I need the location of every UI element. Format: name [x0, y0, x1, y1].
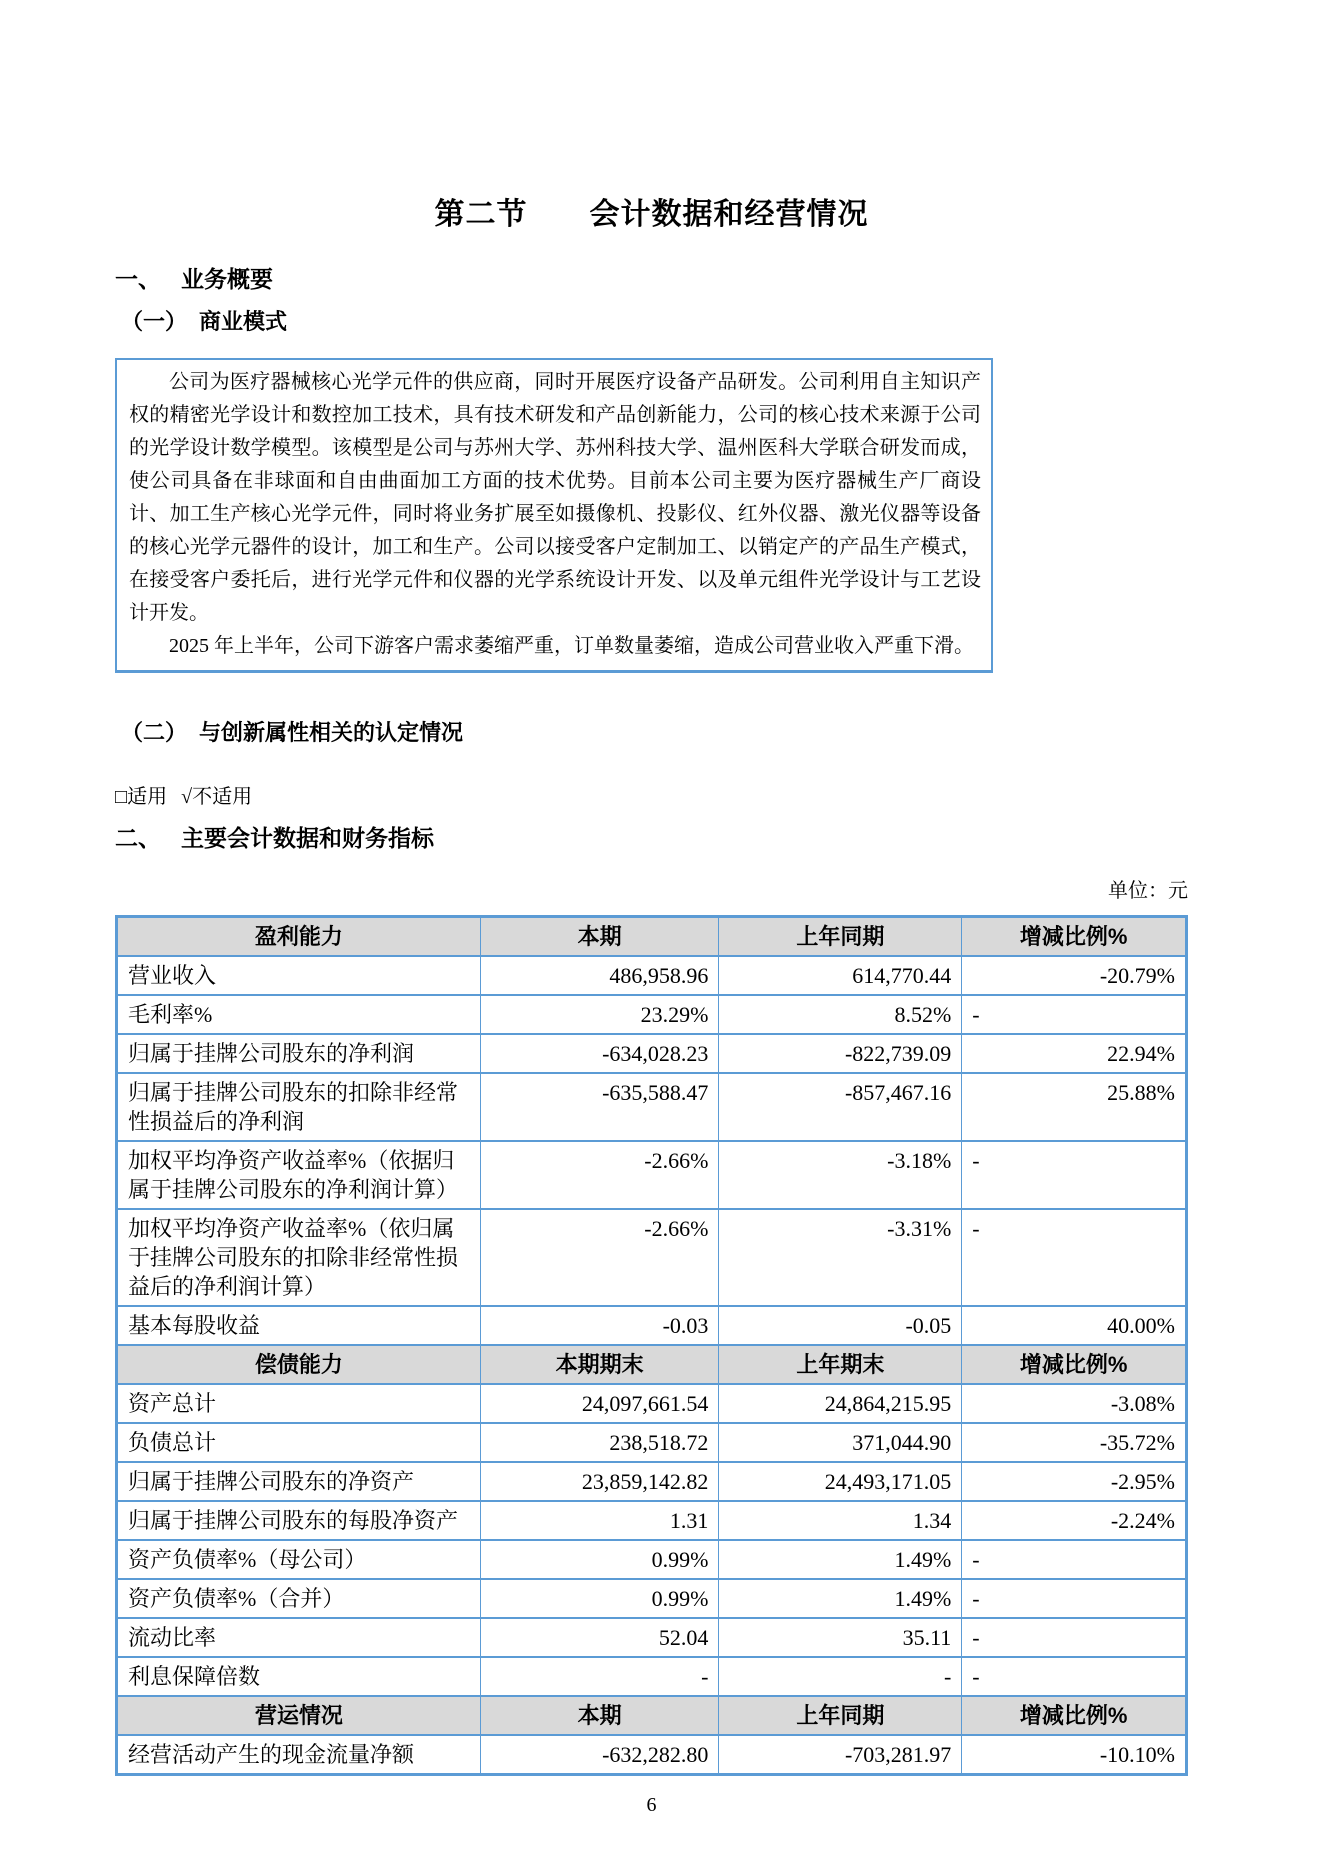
value-cell: 35.11 [719, 1618, 962, 1657]
value-cell: -857,467.16 [719, 1073, 962, 1141]
value-cell: 238,518.72 [480, 1423, 719, 1462]
row-label: 归属于挂牌公司股东的扣除非经常性损益后的净利润 [117, 1073, 481, 1141]
column-header: 上年期末 [719, 1345, 962, 1384]
row-label: 毛利率% [117, 995, 481, 1034]
value-cell: 486,958.96 [480, 956, 719, 995]
value-cell: -3.08% [962, 1384, 1187, 1423]
heading-text: 业务概要 [181, 266, 273, 292]
table-row [117, 1073, 1187, 1141]
table-row [117, 1141, 1187, 1209]
column-header: 本期期末 [480, 1345, 719, 1384]
value-cell: - [962, 1618, 1187, 1657]
value-cell: - [962, 1209, 1187, 1306]
value-cell: 0.99% [480, 1540, 719, 1579]
table-row [117, 1618, 1187, 1657]
value-cell: -2.24% [962, 1501, 1187, 1540]
value-cell: -2.95% [962, 1462, 1187, 1501]
unit-label: 单位：元 [1108, 880, 1188, 902]
business-model-paragraph: 公司为医疗器械核心光学元件的供应商，同时开展医疗设备产品研发。公司利用自主知识产权的精密光学设计和数控加工技术，具有技术研发和产品创新能力，公司的核心技术来源于公司的光学设计数学模型。该模型是公司与苏州大学、苏州科技大学、温州医科大学联合研发而成，使公司具备在非球面和自由曲面加工方面的技术优势。目前本公司主要为医疗器械生产厂商设计、加工生产核心光学元件，同时将业务扩展至如摄像机、投影仪、红外仪器、激光仪器等设备的核心光学元器件的设计，加工和生产。公司以接受客户定制加工、以销定产的产品生产模式，在接受客户委托后，进行光学元件和仪器的光学系统设计开发、以及单元组件光学设计与工艺设计开发。 [129, 371, 981, 624]
heading-number: （二） [121, 720, 188, 745]
value-cell: -632,282.80 [480, 1735, 719, 1775]
table-row [117, 1501, 1187, 1540]
row-label: 归属于挂牌公司股东的净资产 [117, 1462, 481, 1501]
value-cell: 0.99% [480, 1579, 719, 1618]
value-cell: 614,770.44 [719, 956, 962, 995]
table-row [117, 1209, 1187, 1306]
financial-table-body [117, 917, 1187, 1775]
value-cell: - [480, 1657, 719, 1696]
value-cell: 22.94% [962, 1034, 1187, 1073]
applicability-line [115, 783, 1188, 811]
value-cell: 24,493,171.05 [719, 1462, 962, 1501]
heading-text: 主要会计数据和财务指标 [181, 825, 434, 851]
checkmark-not-applicable: √不适用 [181, 786, 253, 808]
row-label: 资产负债率%（母公司） [117, 1540, 481, 1579]
value-cell: -2.66% [480, 1141, 719, 1209]
value-cell: -2.66% [480, 1209, 719, 1306]
value-cell: - [962, 1657, 1187, 1696]
row-label: 流动比率 [117, 1618, 481, 1657]
column-header: 增减比例% [962, 917, 1187, 957]
table-row [117, 1034, 1187, 1073]
table-row [117, 956, 1187, 995]
value-cell: 23.29% [480, 995, 719, 1034]
heading-number: 一、 [115, 266, 161, 292]
page-number: 6 [646, 1794, 657, 1816]
heading-number: （一） [121, 309, 188, 334]
row-label: 资产总计 [117, 1384, 481, 1423]
checkbox-applicable: □适用 [115, 786, 168, 808]
table-row [117, 1462, 1187, 1501]
table-row [117, 1579, 1187, 1618]
column-header: 增减比例% [962, 1696, 1187, 1735]
table-row [117, 1735, 1187, 1775]
value-cell: - [962, 1540, 1187, 1579]
row-label: 负债总计 [117, 1423, 481, 1462]
heading-text: 商业模式 [199, 309, 288, 334]
table-row [117, 995, 1187, 1034]
row-label: 利息保障倍数 [117, 1657, 481, 1696]
value-cell: -822,739.09 [719, 1034, 962, 1073]
row-label: 营业收入 [117, 956, 481, 995]
table-row [117, 1384, 1187, 1423]
page-content [115, 0, 1188, 1818]
column-header: 上年同期 [719, 917, 962, 957]
value-cell: - [962, 995, 1187, 1034]
value-cell: 24,097,661.54 [480, 1384, 719, 1423]
value-cell: -10.10% [962, 1735, 1187, 1775]
value-cell: - [962, 1579, 1187, 1618]
heading-text: 与创新属性相关的认定情况 [199, 720, 464, 745]
value-cell: 24,864,215.95 [719, 1384, 962, 1423]
table-section-header-row [117, 917, 1187, 957]
value-cell: 1.49% [719, 1540, 962, 1579]
row-label: 加权平均净资产收益率%（依归属于挂牌公司股东的扣除非经常性损益后的净利润计算） [117, 1209, 481, 1306]
column-header: 盈利能力 [117, 917, 481, 957]
heading-key-financial-indicators [115, 823, 1188, 853]
column-header: 上年同期 [719, 1696, 962, 1735]
table-section-header-row [117, 1696, 1187, 1735]
column-header: 增减比例% [962, 1345, 1187, 1384]
heading-innovation-attribute [115, 719, 1188, 747]
column-header: 营运情况 [117, 1696, 481, 1735]
table-row [117, 1657, 1187, 1696]
row-label: 加权平均净资产收益率%（依据归属于挂牌公司股东的净利润计算） [117, 1141, 481, 1209]
value-cell: - [719, 1657, 962, 1696]
value-cell: 52.04 [480, 1618, 719, 1657]
row-label: 归属于挂牌公司股东的净利润 [117, 1034, 481, 1073]
value-cell: 8.52% [719, 995, 962, 1034]
value-cell: -703,281.97 [719, 1735, 962, 1775]
value-cell: 23,859,142.82 [480, 1462, 719, 1501]
column-header: 偿债能力 [117, 1345, 481, 1384]
table-row [117, 1423, 1187, 1462]
table-row [117, 1306, 1187, 1345]
table-row [117, 1540, 1187, 1579]
value-cell: 40.00% [962, 1306, 1187, 1345]
value-cell: 371,044.90 [719, 1423, 962, 1462]
heading-business-model [115, 308, 1188, 336]
value-cell: -3.18% [719, 1141, 962, 1209]
financial-indicators-table [115, 915, 1188, 1776]
value-cell: - [962, 1141, 1187, 1209]
value-cell: -0.05 [719, 1306, 962, 1345]
value-cell: -635,588.47 [480, 1073, 719, 1141]
row-label: 基本每股收益 [117, 1306, 481, 1345]
value-cell: -634,028.23 [480, 1034, 719, 1073]
heading-number: 二、 [115, 825, 161, 851]
row-label: 经营活动产生的现金流量净额 [117, 1735, 481, 1775]
column-header: 本期 [480, 917, 719, 957]
value-cell: 1.49% [719, 1579, 962, 1618]
business-model-text-box [115, 358, 993, 673]
row-label: 归属于挂牌公司股东的每股净资产 [117, 1501, 481, 1540]
row-label: 资产负债率%（合并） [117, 1579, 481, 1618]
value-cell: -20.79% [962, 956, 1187, 995]
value-cell: 1.31 [480, 1501, 719, 1540]
business-outlook-paragraph: 2025 年上半年，公司下游客户需求萎缩严重，订单数量萎缩，造成公司营业收入严重下滑。 [169, 635, 974, 657]
value-cell: 1.34 [719, 1501, 962, 1540]
value-cell: 25.88% [962, 1073, 1187, 1141]
table-section-header-row [117, 1345, 1187, 1384]
value-cell: -35.72% [962, 1423, 1187, 1462]
value-cell: -0.03 [480, 1306, 719, 1345]
column-header: 本期 [480, 1696, 719, 1735]
heading-business-overview [115, 264, 1188, 294]
page-title: 第二节 会计数据和经营情况 [434, 198, 869, 231]
value-cell: -3.31% [719, 1209, 962, 1306]
